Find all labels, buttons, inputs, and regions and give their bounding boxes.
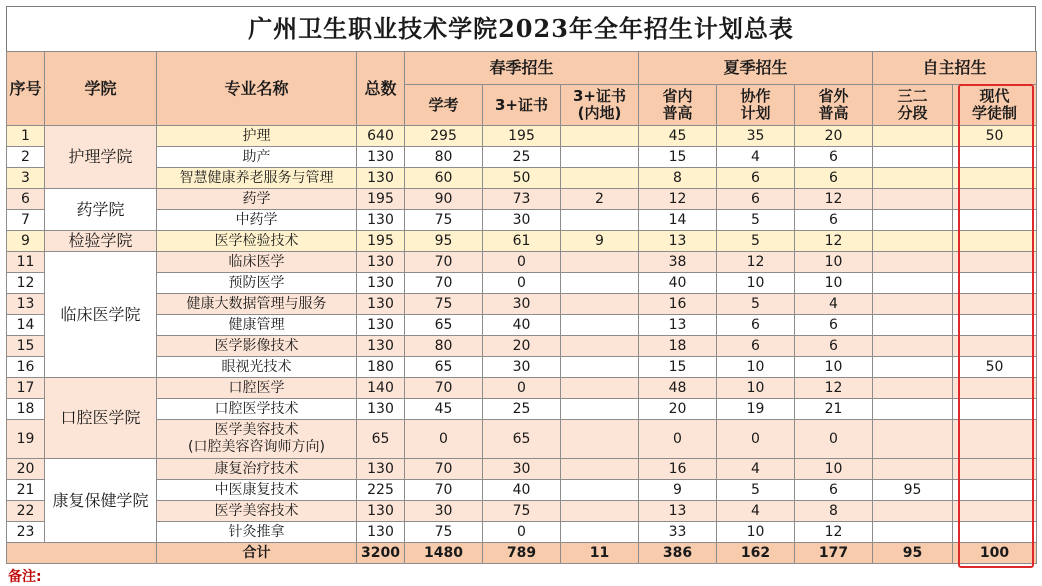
- cell-three-two: [873, 147, 953, 168]
- header-3plus-cert-inland: 3+证书 (内地): [561, 85, 639, 126]
- cell-out-province: 20: [795, 126, 873, 147]
- cell-in-province: 48: [639, 378, 717, 399]
- cell-apprenticeship: [953, 231, 1037, 252]
- cell-3plus-cert: 20: [483, 336, 561, 357]
- cell-apprenticeship: [953, 522, 1037, 543]
- cell-3plus-cert: 0: [483, 273, 561, 294]
- cell-xuekao: 0: [405, 420, 483, 459]
- table-row: [7, 273, 1037, 294]
- cell-total: 130: [357, 336, 405, 357]
- cell-total: 140: [357, 378, 405, 399]
- cell-apprenticeship: [953, 399, 1037, 420]
- cell-total: 130: [357, 501, 405, 522]
- cell-3plus-cert: 25: [483, 147, 561, 168]
- cell-xuekao: 95: [405, 231, 483, 252]
- cell-xuekao: 75: [405, 294, 483, 315]
- table-row: [7, 168, 1037, 189]
- cell-xuekao: 70: [405, 378, 483, 399]
- cell-seq: 16: [7, 357, 45, 378]
- cell-out-province: 0: [795, 420, 873, 459]
- header-apprenticeship: 现代 学徒制: [953, 85, 1037, 126]
- cell-apprenticeship: [953, 459, 1037, 480]
- cell-3plus-cert-inland: [561, 210, 639, 231]
- header-college: 学院: [45, 52, 157, 126]
- cell-3plus-cert: 30: [483, 294, 561, 315]
- cell-major: 医学美容技术: [157, 501, 357, 522]
- cell-in-province: 9: [639, 480, 717, 501]
- header-three-two: 三二 分段: [873, 85, 953, 126]
- cell-out-province: 21: [795, 399, 873, 420]
- cell-in-province: 13: [639, 501, 717, 522]
- cell-in-province: 33: [639, 522, 717, 543]
- cell-seq: 21: [7, 480, 45, 501]
- cell-seq: 6: [7, 189, 45, 210]
- cell-cooperation: 12: [717, 252, 795, 273]
- cell-in-province: 15: [639, 147, 717, 168]
- cell-in-province: 12: [639, 189, 717, 210]
- cell-out-province: 6: [795, 480, 873, 501]
- cell-major: 针灸推拿: [157, 522, 357, 543]
- totals-row: [7, 543, 1037, 564]
- cell-3plus-cert: 30: [483, 210, 561, 231]
- cell-total: 65: [357, 420, 405, 459]
- cell-3plus-cert-inland: 9: [561, 231, 639, 252]
- cell-cooperation: 0: [717, 420, 795, 459]
- cell-3plus-cert: 61: [483, 231, 561, 252]
- cell-out-province: 10: [795, 459, 873, 480]
- cell-three-two: [873, 399, 953, 420]
- cell-3plus-cert-inland: [561, 399, 639, 420]
- cell-cooperation: 6: [717, 315, 795, 336]
- cell-out-province: 12: [795, 378, 873, 399]
- cell-seq: 19: [7, 420, 45, 459]
- cell-cooperation: 35: [717, 126, 795, 147]
- cell-3plus-cert-inland: [561, 315, 639, 336]
- cell-major: 临床医学: [157, 252, 357, 273]
- cell-3plus-cert-inland: [561, 522, 639, 543]
- cell-three-two: [873, 357, 953, 378]
- cell-apprenticeship: [953, 252, 1037, 273]
- cell-three-two: 95: [873, 480, 953, 501]
- cell-out-province: 6: [795, 210, 873, 231]
- cell-major: 健康管理: [157, 315, 357, 336]
- cell-total: 130: [357, 315, 405, 336]
- cell-apprenticeship: [953, 480, 1037, 501]
- cell-3plus-cert-inland: [561, 357, 639, 378]
- cell-three-two: [873, 336, 953, 357]
- cell-in-province: 38: [639, 252, 717, 273]
- cell-cooperation: 5: [717, 210, 795, 231]
- cell-3plus-cert-inland: [561, 252, 639, 273]
- cell-major: 眼视光技术: [157, 357, 357, 378]
- table-row: [7, 231, 1037, 252]
- cell-three-two: [873, 501, 953, 522]
- cell-in-province: 40: [639, 273, 717, 294]
- table-row: [7, 315, 1037, 336]
- cell-three-two: [873, 168, 953, 189]
- cell-apprenticeship: [953, 294, 1037, 315]
- cell-in-province: 13: [639, 231, 717, 252]
- table-row: [7, 336, 1037, 357]
- table-row: [7, 252, 1037, 273]
- totals-3plus-cert: 789: [483, 543, 561, 564]
- cell-3plus-cert: 40: [483, 315, 561, 336]
- cell-3plus-cert: 73: [483, 189, 561, 210]
- cell-major: 助产: [157, 147, 357, 168]
- cell-apprenticeship: [953, 420, 1037, 459]
- totals-three-two: 95: [873, 543, 953, 564]
- cell-total: 180: [357, 357, 405, 378]
- cell-total: 195: [357, 231, 405, 252]
- cell-major: 口腔医学: [157, 378, 357, 399]
- cell-total: 130: [357, 273, 405, 294]
- cell-seq: 3: [7, 168, 45, 189]
- cell-3plus-cert-inland: [561, 378, 639, 399]
- cell-seq: 22: [7, 501, 45, 522]
- totals-apprenticeship: 100: [953, 543, 1037, 564]
- cell-seq: 13: [7, 294, 45, 315]
- cell-xuekao: 70: [405, 273, 483, 294]
- cell-cooperation: 5: [717, 480, 795, 501]
- cell-three-two: [873, 210, 953, 231]
- cell-cooperation: 5: [717, 294, 795, 315]
- cell-seq: 9: [7, 231, 45, 252]
- cell-xuekao: 70: [405, 480, 483, 501]
- remarks-label: 备注:: [8, 569, 42, 585]
- table-row: [7, 399, 1037, 420]
- cell-apprenticeship: [953, 189, 1037, 210]
- table-row: [7, 480, 1037, 501]
- totals-blank: [7, 543, 157, 564]
- cell-three-two: [873, 522, 953, 543]
- cell-3plus-cert: 25: [483, 399, 561, 420]
- cell-major: 口腔医学技术: [157, 399, 357, 420]
- header-seq: 序号: [7, 52, 45, 126]
- table-row: [7, 210, 1037, 231]
- table-row: [7, 378, 1037, 399]
- cell-out-province: 8: [795, 501, 873, 522]
- cell-in-province: 18: [639, 336, 717, 357]
- cell-apprenticeship: [953, 210, 1037, 231]
- cell-out-province: 10: [795, 273, 873, 294]
- cell-in-province: 14: [639, 210, 717, 231]
- cell-3plus-cert: 195: [483, 126, 561, 147]
- cell-xuekao: 75: [405, 522, 483, 543]
- table-row: [7, 357, 1037, 378]
- cell-3plus-cert: 0: [483, 252, 561, 273]
- cell-total: 130: [357, 294, 405, 315]
- cell-3plus-cert: 30: [483, 357, 561, 378]
- header-3plus-cert: 3+证书: [483, 85, 561, 126]
- header-autonomous: 自主招生: [873, 52, 1037, 85]
- cell-seq: 1: [7, 126, 45, 147]
- cell-college: 检验学院: [45, 231, 157, 252]
- table-row: [7, 147, 1037, 168]
- cell-seq: 18: [7, 399, 45, 420]
- page-title: 广州卫生职业技术学院2023年全年招生计划总表: [6, 6, 1036, 51]
- header-out-province: 省外 普高: [795, 85, 873, 126]
- cell-seq: 2: [7, 147, 45, 168]
- cell-seq: 23: [7, 522, 45, 543]
- cell-total: 130: [357, 459, 405, 480]
- cell-three-two: [873, 378, 953, 399]
- cell-3plus-cert-inland: [561, 273, 639, 294]
- cell-college: 口腔医学院: [45, 378, 157, 459]
- cell-major: 医学检验技术: [157, 231, 357, 252]
- cell-3plus-cert-inland: [561, 147, 639, 168]
- cell-three-two: [873, 126, 953, 147]
- cell-three-two: [873, 231, 953, 252]
- cell-three-two: [873, 294, 953, 315]
- cell-out-province: 6: [795, 168, 873, 189]
- cell-three-two: [873, 459, 953, 480]
- cell-3plus-cert: 50: [483, 168, 561, 189]
- cell-seq: 17: [7, 378, 45, 399]
- cell-cooperation: 6: [717, 336, 795, 357]
- cell-major: 医学美容技术 (口腔美容咨询师方向): [157, 420, 357, 459]
- cell-three-two: [873, 252, 953, 273]
- table-row: [7, 501, 1037, 522]
- cell-major: 护理: [157, 126, 357, 147]
- table-row: [7, 294, 1037, 315]
- cell-college: 药学院: [45, 189, 157, 231]
- cell-college: 康复保健学院: [45, 459, 157, 543]
- cell-xuekao: 70: [405, 459, 483, 480]
- cell-major: 药学: [157, 189, 357, 210]
- cell-cooperation: 4: [717, 147, 795, 168]
- cell-3plus-cert-inland: [561, 336, 639, 357]
- cell-3plus-cert: 0: [483, 522, 561, 543]
- cell-in-province: 45: [639, 126, 717, 147]
- cell-cooperation: 5: [717, 231, 795, 252]
- cell-xuekao: 65: [405, 315, 483, 336]
- enrollment-sheet: [6, 6, 1036, 564]
- cell-3plus-cert-inland: 2: [561, 189, 639, 210]
- cell-xuekao: 70: [405, 252, 483, 273]
- cell-total: 130: [357, 252, 405, 273]
- table-row: [7, 522, 1037, 543]
- cell-college: 护理学院: [45, 126, 157, 189]
- cell-3plus-cert: 30: [483, 459, 561, 480]
- cell-cooperation: 10: [717, 273, 795, 294]
- cell-total: 130: [357, 210, 405, 231]
- header-total: 总数: [357, 52, 405, 126]
- totals-label: 合计: [157, 543, 357, 564]
- cell-total: 130: [357, 168, 405, 189]
- cell-cooperation: 19: [717, 399, 795, 420]
- cell-major: 中医康复技术: [157, 480, 357, 501]
- totals-out-province: 177: [795, 543, 873, 564]
- table-row: [7, 459, 1037, 480]
- cell-cooperation: 10: [717, 378, 795, 399]
- table-row: [7, 189, 1037, 210]
- cell-3plus-cert-inland: [561, 168, 639, 189]
- cell-3plus-cert: 0: [483, 378, 561, 399]
- cell-seq: 7: [7, 210, 45, 231]
- cell-3plus-cert: 65: [483, 420, 561, 459]
- cell-xuekao: 65: [405, 357, 483, 378]
- cell-3plus-cert-inland: [561, 501, 639, 522]
- enrollment-table: [6, 51, 1037, 564]
- cell-out-province: 10: [795, 252, 873, 273]
- header-cooperation: 协作 计划: [717, 85, 795, 126]
- totals-cooperation: 162: [717, 543, 795, 564]
- cell-xuekao: 60: [405, 168, 483, 189]
- cell-in-province: 8: [639, 168, 717, 189]
- cell-total: 130: [357, 522, 405, 543]
- cell-total: 225: [357, 480, 405, 501]
- cell-three-two: [873, 273, 953, 294]
- cell-xuekao: 30: [405, 501, 483, 522]
- cell-3plus-cert-inland: [561, 126, 639, 147]
- totals-3plus-cert-inland: 11: [561, 543, 639, 564]
- cell-out-province: 6: [795, 336, 873, 357]
- cell-out-province: 10: [795, 357, 873, 378]
- cell-3plus-cert-inland: [561, 480, 639, 501]
- cell-total: 130: [357, 399, 405, 420]
- cell-apprenticeship: [953, 336, 1037, 357]
- cell-apprenticeship: 50: [953, 357, 1037, 378]
- cell-apprenticeship: [953, 378, 1037, 399]
- cell-major: 预防医学: [157, 273, 357, 294]
- cell-xuekao: 75: [405, 210, 483, 231]
- cell-seq: 12: [7, 273, 45, 294]
- cell-xuekao: 80: [405, 147, 483, 168]
- cell-out-province: 6: [795, 147, 873, 168]
- cell-cooperation: 10: [717, 357, 795, 378]
- cell-xuekao: 295: [405, 126, 483, 147]
- cell-3plus-cert-inland: [561, 420, 639, 459]
- header-summer: 夏季招生: [639, 52, 873, 85]
- cell-major: 健康大数据管理与服务: [157, 294, 357, 315]
- cell-xuekao: 90: [405, 189, 483, 210]
- cell-out-province: 12: [795, 231, 873, 252]
- cell-apprenticeship: [953, 501, 1037, 522]
- cell-cooperation: 6: [717, 168, 795, 189]
- cell-apprenticeship: 50: [953, 126, 1037, 147]
- totals-xuekao: 1480: [405, 543, 483, 564]
- cell-college: 临床医学院: [45, 252, 157, 378]
- cell-total: 130: [357, 147, 405, 168]
- cell-3plus-cert: 40: [483, 480, 561, 501]
- cell-3plus-cert-inland: [561, 294, 639, 315]
- cell-3plus-cert: 75: [483, 501, 561, 522]
- cell-cooperation: 4: [717, 459, 795, 480]
- table-row: [7, 420, 1037, 459]
- cell-xuekao: 45: [405, 399, 483, 420]
- cell-in-province: 16: [639, 459, 717, 480]
- cell-out-province: 12: [795, 189, 873, 210]
- cell-major: 康复治疗技术: [157, 459, 357, 480]
- table-row: [7, 126, 1037, 147]
- totals-in-province: 386: [639, 543, 717, 564]
- cell-total: 640: [357, 126, 405, 147]
- cell-out-province: 12: [795, 522, 873, 543]
- cell-apprenticeship: [953, 315, 1037, 336]
- totals-total: 3200: [357, 543, 405, 564]
- cell-cooperation: 4: [717, 501, 795, 522]
- cell-major: 智慧健康养老服务与管理: [157, 168, 357, 189]
- cell-seq: 11: [7, 252, 45, 273]
- cell-out-province: 6: [795, 315, 873, 336]
- cell-cooperation: 6: [717, 189, 795, 210]
- cell-xuekao: 80: [405, 336, 483, 357]
- cell-apprenticeship: [953, 147, 1037, 168]
- cell-in-province: 13: [639, 315, 717, 336]
- cell-seq: 20: [7, 459, 45, 480]
- cell-major: 中药学: [157, 210, 357, 231]
- cell-in-province: 20: [639, 399, 717, 420]
- cell-three-two: [873, 420, 953, 459]
- cell-three-two: [873, 189, 953, 210]
- cell-apprenticeship: [953, 168, 1037, 189]
- header-major: 专业名称: [157, 52, 357, 126]
- cell-in-province: 0: [639, 420, 717, 459]
- cell-major: 医学影像技术: [157, 336, 357, 357]
- header-in-province: 省内 普高: [639, 85, 717, 126]
- header-xuekao: 学考: [405, 85, 483, 126]
- cell-out-province: 4: [795, 294, 873, 315]
- cell-seq: 14: [7, 315, 45, 336]
- cell-apprenticeship: [953, 273, 1037, 294]
- cell-three-two: [873, 315, 953, 336]
- cell-in-province: 15: [639, 357, 717, 378]
- cell-in-province: 16: [639, 294, 717, 315]
- header-spring: 春季招生: [405, 52, 639, 85]
- cell-total: 195: [357, 189, 405, 210]
- cell-3plus-cert-inland: [561, 459, 639, 480]
- cell-cooperation: 10: [717, 522, 795, 543]
- cell-seq: 15: [7, 336, 45, 357]
